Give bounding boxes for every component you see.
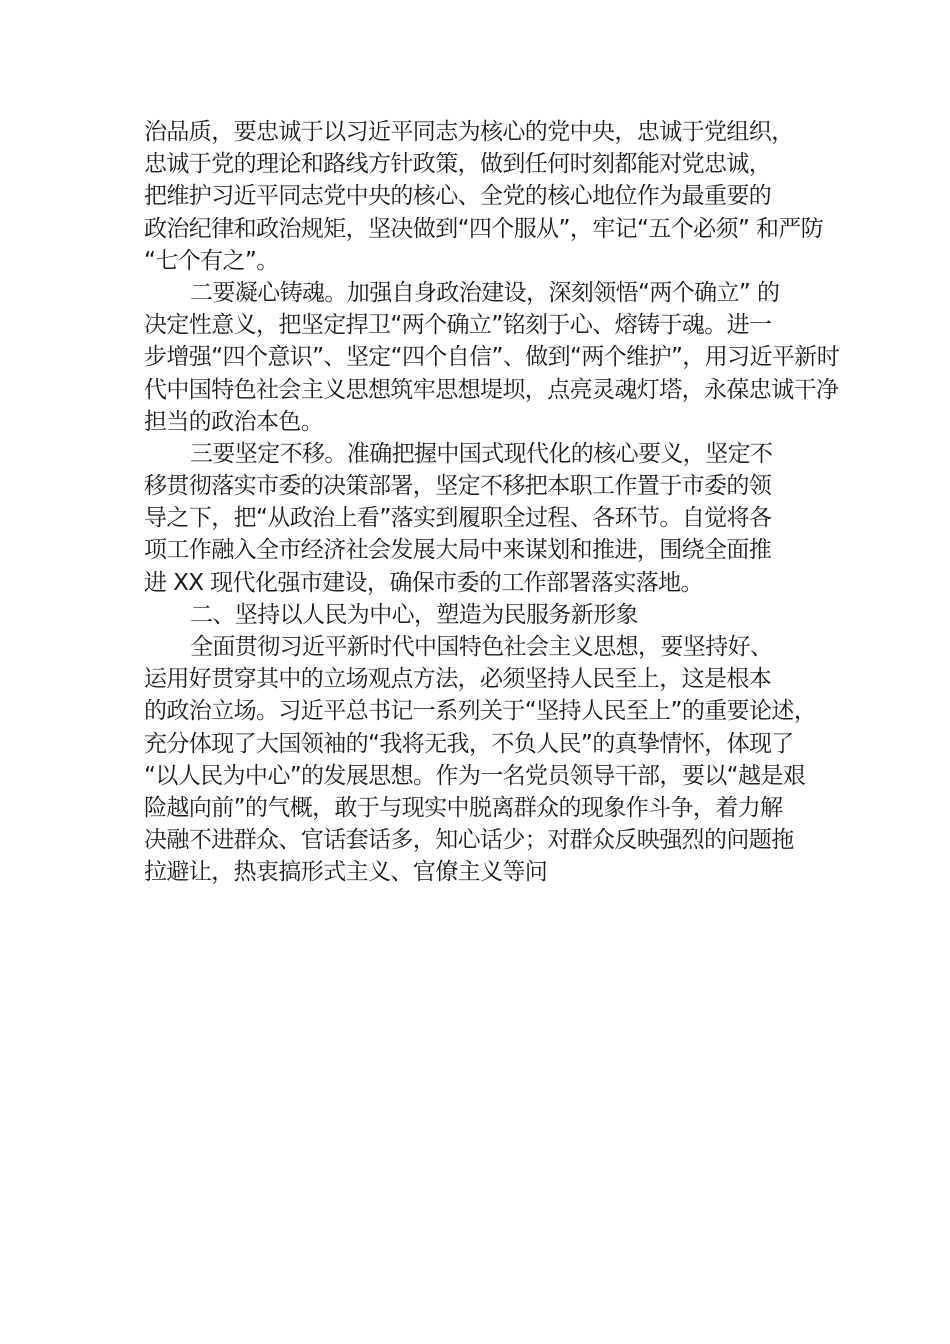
- text-line: 项工作融入全市经济社会发展大局中来谋划和推进，围绕全面推: [144, 537, 772, 564]
- text-line: 步增强“四个意识”、坚定“四个自信”、做到“两个维护”，用习近平新时: [144, 344, 840, 371]
- paragraph-first-line: 三要坚定不移。准确把握中国式现代化的核心要义，坚定不: [190, 440, 773, 467]
- document-body: [144, 116, 844, 889]
- text-line: 导之下，把“从政治上看”落实到履职全过程、各环节。自觉将各: [144, 505, 772, 532]
- text-line: 把维护习近平同志党中央的核心、全党的核心地位作为最重要的: [144, 183, 772, 210]
- text-line: 运用好贯穿其中的立场观点方法，必须坚持人民至上，这是根本: [144, 666, 772, 693]
- text-line: 进 XX 现代化强市建设，确保市委的工作部署落实落地。: [144, 569, 703, 596]
- text-line: “七个有之”。: [144, 247, 279, 274]
- text-line: 决定性意义，把坚定捍卫“两个确立”铭刻于心、熔铸于魂。进一: [144, 312, 772, 339]
- paragraph-first-line: 全面贯彻习近平新时代中国特色社会主义思想，要坚持好、: [190, 634, 773, 660]
- text-line: 充分体现了大国领袖的“我将无我，不负人民”的真挚情怀，体现了: [144, 730, 794, 757]
- text-line: 的政治立场。习近平总书记一系列关于“坚持人民至上”的重要论述，: [144, 698, 817, 725]
- paragraph-first-line: 二要凝心铸魂。加强自身政治建设，深刻领悟“两个确立” 的: [190, 279, 780, 306]
- text-line: 拉避让，热衷搞形式主义、官僚主义等问: [144, 859, 548, 886]
- text-line: 政治纪律和政治规矩，坚决做到“四个服从”，牢记“五个必须” 和严防: [144, 215, 824, 242]
- text-line: 代中国特色社会主义思想筑牢思想堤坝，点亮灵魂灯塔，永葆忠诚干净: [144, 376, 839, 403]
- text-line: 决融不进群众、官话套话多，知心话少；对群众反映强烈的问题拖: [144, 827, 794, 854]
- text-line: 忠诚于党的理论和路线方针政策，做到任何时刻都能对党忠诚，: [144, 151, 772, 178]
- text-line: 担当的政治本色。: [144, 408, 324, 435]
- text-line: “以人民为中心”的发展思想。作为一名党员领导干部，要以“越是艰: [144, 762, 806, 789]
- text-line: 治品质，要忠诚于以习近平同志为核心的党中央，忠诚于党组织，: [144, 119, 794, 145]
- text-line: 险越向前”的气概，敢于与现实中脱离群众的现象作斗争，着力解: [144, 794, 783, 821]
- section-heading: 二、坚持以人民为中心，塑造为民服务新形象: [190, 601, 639, 628]
- text-line: 移贯彻落实市委的决策部署，坚定不移把本职工作置于市委的领: [144, 473, 772, 500]
